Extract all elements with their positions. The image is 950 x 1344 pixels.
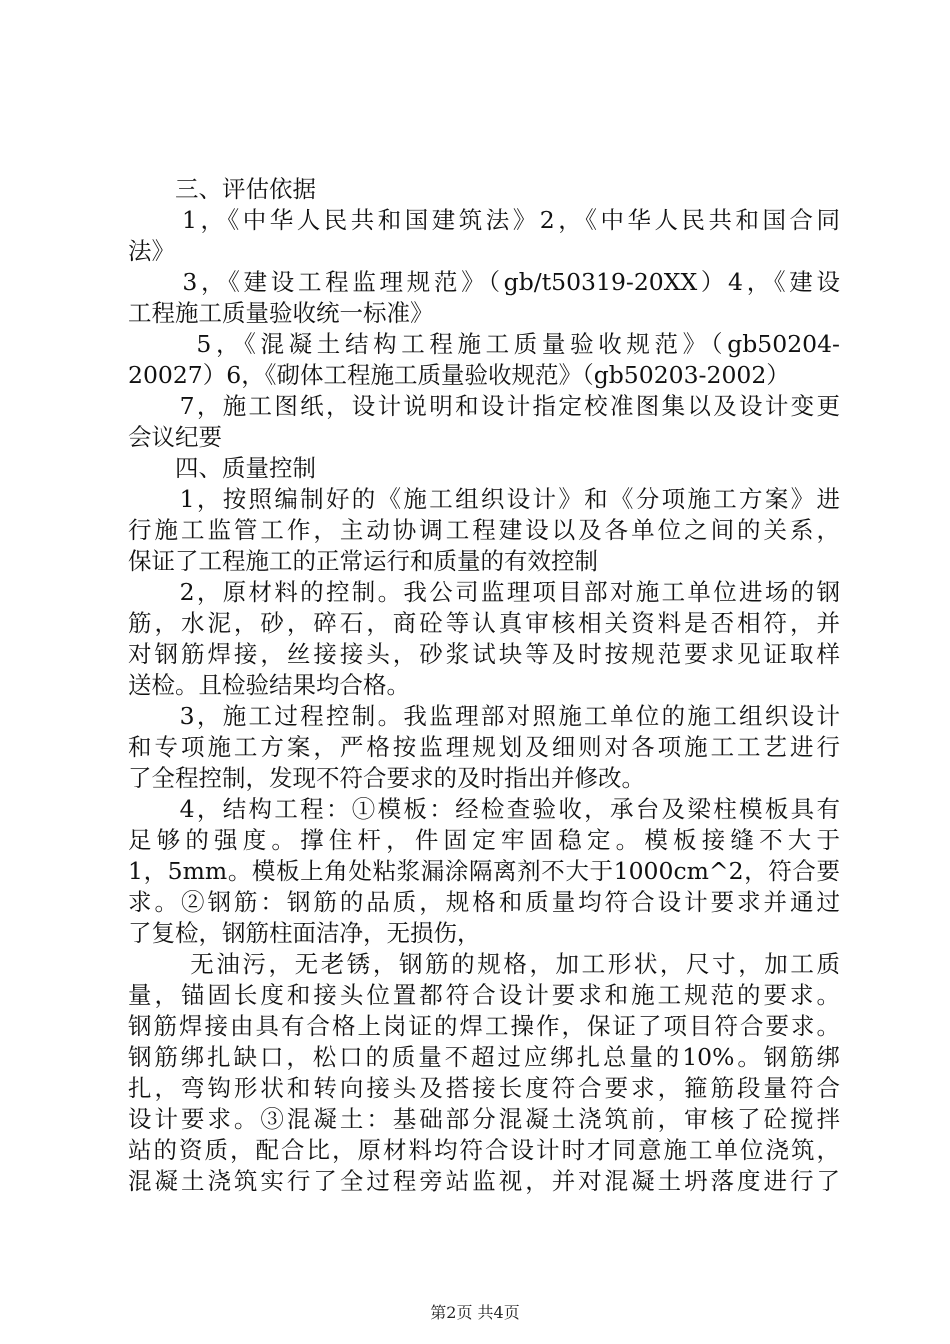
text-line: 钢筋焊接由具有合格上岗证的焊工操作，保证了项目符合要求。 — [128, 1012, 840, 1040]
text-line: 三、评估依据 — [128, 175, 316, 203]
text-line: 了全程控制，发现不符合要求的及时指出并修改。 — [128, 764, 645, 792]
text-line: 了复检，钢筋柱面洁净，无损伤， — [128, 919, 481, 947]
text-line: 求。②钢筋：钢筋的品质，规格和质量均符合设计要求并通过 — [128, 888, 840, 916]
text-line: 混凝土浇筑实行了全过程旁站监视，并对混凝土坍落度进行了 — [128, 1167, 840, 1195]
text-line: 3，《建设工程监理规范》（gb/t50319-20XX）4，《建设 — [128, 268, 840, 296]
text-line: 保证了工程施工的正常运行和质量的有效控制 — [128, 547, 598, 575]
text-line: 3，施工过程控制。我监理部对照施工单位的施工组织设计 — [128, 702, 840, 730]
text-line: 行施工监管工作，主动协调工程建设以及各单位之间的关系， — [128, 516, 840, 544]
text-line: 设计要求。③混凝土：基础部分混凝土浇筑前，审核了砼搅拌 — [128, 1105, 840, 1133]
text-line: 5，《混凝土结构工程施工质量验收规范》（gb50204- — [128, 330, 840, 358]
text-line: 1，按照编制好的《施工组织设计》和《分项施工方案》进 — [128, 485, 840, 513]
text-line: 4，结构工程：①模板：经检查验收，承台及梁柱模板具有 — [128, 795, 840, 823]
text-line: 对钢筋焊接，丝接接头，砂浆试块等及时按规范要求见证取样 — [128, 640, 840, 668]
text-line: 筋，水泥，砂，碎石，商砼等认真审核相关资料是否相符，并 — [128, 609, 840, 637]
text-line: 1，5mm。模板上角处粘浆漏涂隔离剂不大于1000cm^2，符合要 — [128, 857, 840, 885]
text-line: 足够的强度。撑住杆，件固定牢固稳定。模板接缝不大于 — [128, 826, 840, 854]
text-line: 钢筋绑扎缺口，松口的质量不超过应绑扎总量的10%。钢筋绑 — [128, 1043, 840, 1071]
text-line: 20027）6，《砌体工程施工质量验收规范》（gb50203-2002） — [128, 361, 790, 389]
document-body — [128, 174, 840, 1197]
text-line: 法》 — [128, 237, 175, 265]
text-line: 站的资质，配合比，原材料均符合设计时才同意施工单位浇筑， — [128, 1136, 840, 1164]
text-line: 和专项施工方案，严格按监理规划及细则对各项施工工艺进行 — [128, 733, 840, 761]
text-line: 会议纪要 — [128, 423, 222, 451]
text-line: 送检。且检验结果均合格。 — [128, 671, 410, 699]
text-line: 工程施工质量验收统一标准》 — [128, 299, 434, 327]
text-line: 7，施工图纸，设计说明和设计指定校准图集以及设计变更 — [128, 392, 840, 420]
text-line: 量，锚固长度和接头位置都符合设计要求和施工规范的要求。 — [128, 981, 840, 1009]
text-line: 扎，弯钩形状和转向接头及搭接长度符合要求，箍筋段量符合 — [128, 1074, 840, 1102]
text-line: 无油污，无老锈，钢筋的规格，加工形状，尺寸，加工质 — [128, 950, 840, 978]
text-line: 2，原材料的控制。我公司监理项目部对施工单位进场的钢 — [128, 578, 840, 606]
page-footer: 第2页 共4页 — [430, 1303, 520, 1322]
text-line: 四、质量控制 — [128, 454, 316, 482]
text-line: 1，《中华人民共和国建筑法》2，《中华人民共和国合同 — [128, 206, 840, 234]
